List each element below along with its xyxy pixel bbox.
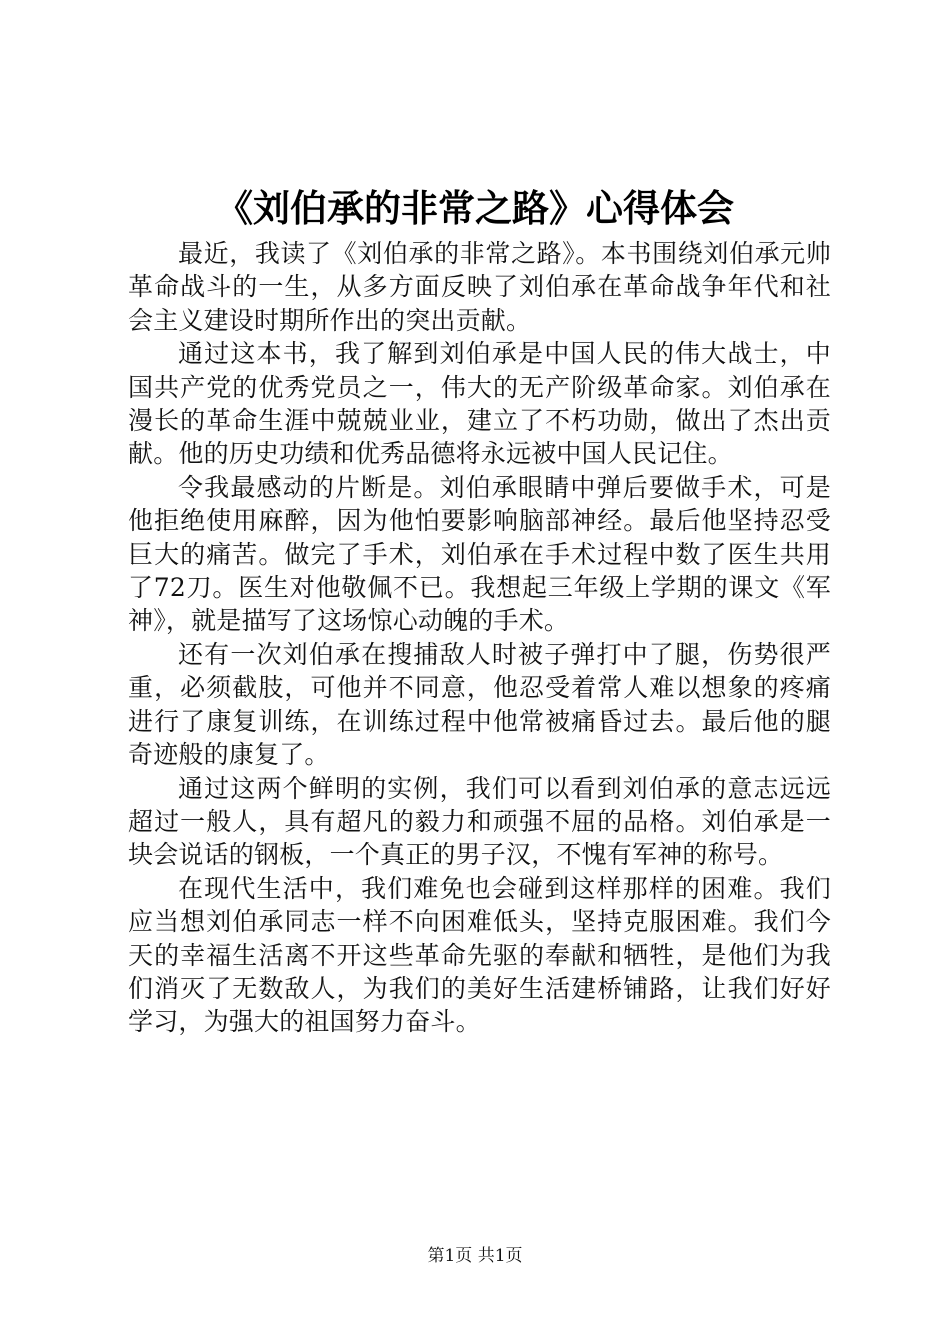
paragraph-5: 通过这两个鲜明的实例，我们可以看到刘伯承的意志远远超过一般人，具有超凡的毅力和顽强不屈的品格。刘伯承是一块会说话的钢板，一个真正的男子汉，不愧有军神的称号。 [128, 773, 831, 870]
paragraph-4: 还有一次刘伯承在搜捕敌人时被子弹打中了腿，伤势很严重，必须截肢，可他并不同意，他忍受着常人难以想象的疼痛进行了康复训练，在训练过程中他常被痛昏过去。最后他的腿奇迹般的康复了。 [128, 639, 831, 770]
document-title: 《刘伯承的非常之路》心得体会 [216, 187, 734, 230]
paragraph-1: 最近，我读了《刘伯承的非常之路》。本书围绕刘伯承元帅革命战斗的一生，从多方面反映了刘伯承在革命战争年代和社会主义建设时期所作出的突出贡献。 [128, 239, 831, 335]
page-number-footer: 第1页 共1页 [427, 1246, 523, 1266]
paragraph-6: 在现代生活中，我们难免也会碰到这样那样的困难。我们应当想刘伯承同志一样不向困难低头，坚持克服困难。我们今天的幸福生活离不开这些革命先驱的奉献和牺牲，是他们为我们消灭了无数敌人，为我们的美好生活建桥铺路，让我们好好学习，为强大的祖国努力奋斗。 [128, 873, 831, 1037]
paragraph-3: 令我最感动的片断是。刘伯承眼睛中弹后要做手术，可是他拒绝使用麻醉，因为他怕要影响脑部神经。最后他坚持忍受巨大的痛苦。做完了手术，刘伯承在手术过程中数了医生共用了72刀。医生对他敬佩不已。我想起三年级上学期的课文《军神》，就是描写了这场惊心动魄的手术。 [128, 472, 831, 636]
paragraph-2: 通过这本书，我了解到刘伯承是中国人民的伟大战士，中国共产党的优秀党员之一，伟大的无产阶级革命家。刘伯承在漫长的革命生涯中兢兢业业，建立了不朽功勋，做出了杰出贡献。他的历史功绩和优秀品德将永远被中国人民记住。 [128, 339, 831, 469]
document-body [128, 237, 831, 1039]
